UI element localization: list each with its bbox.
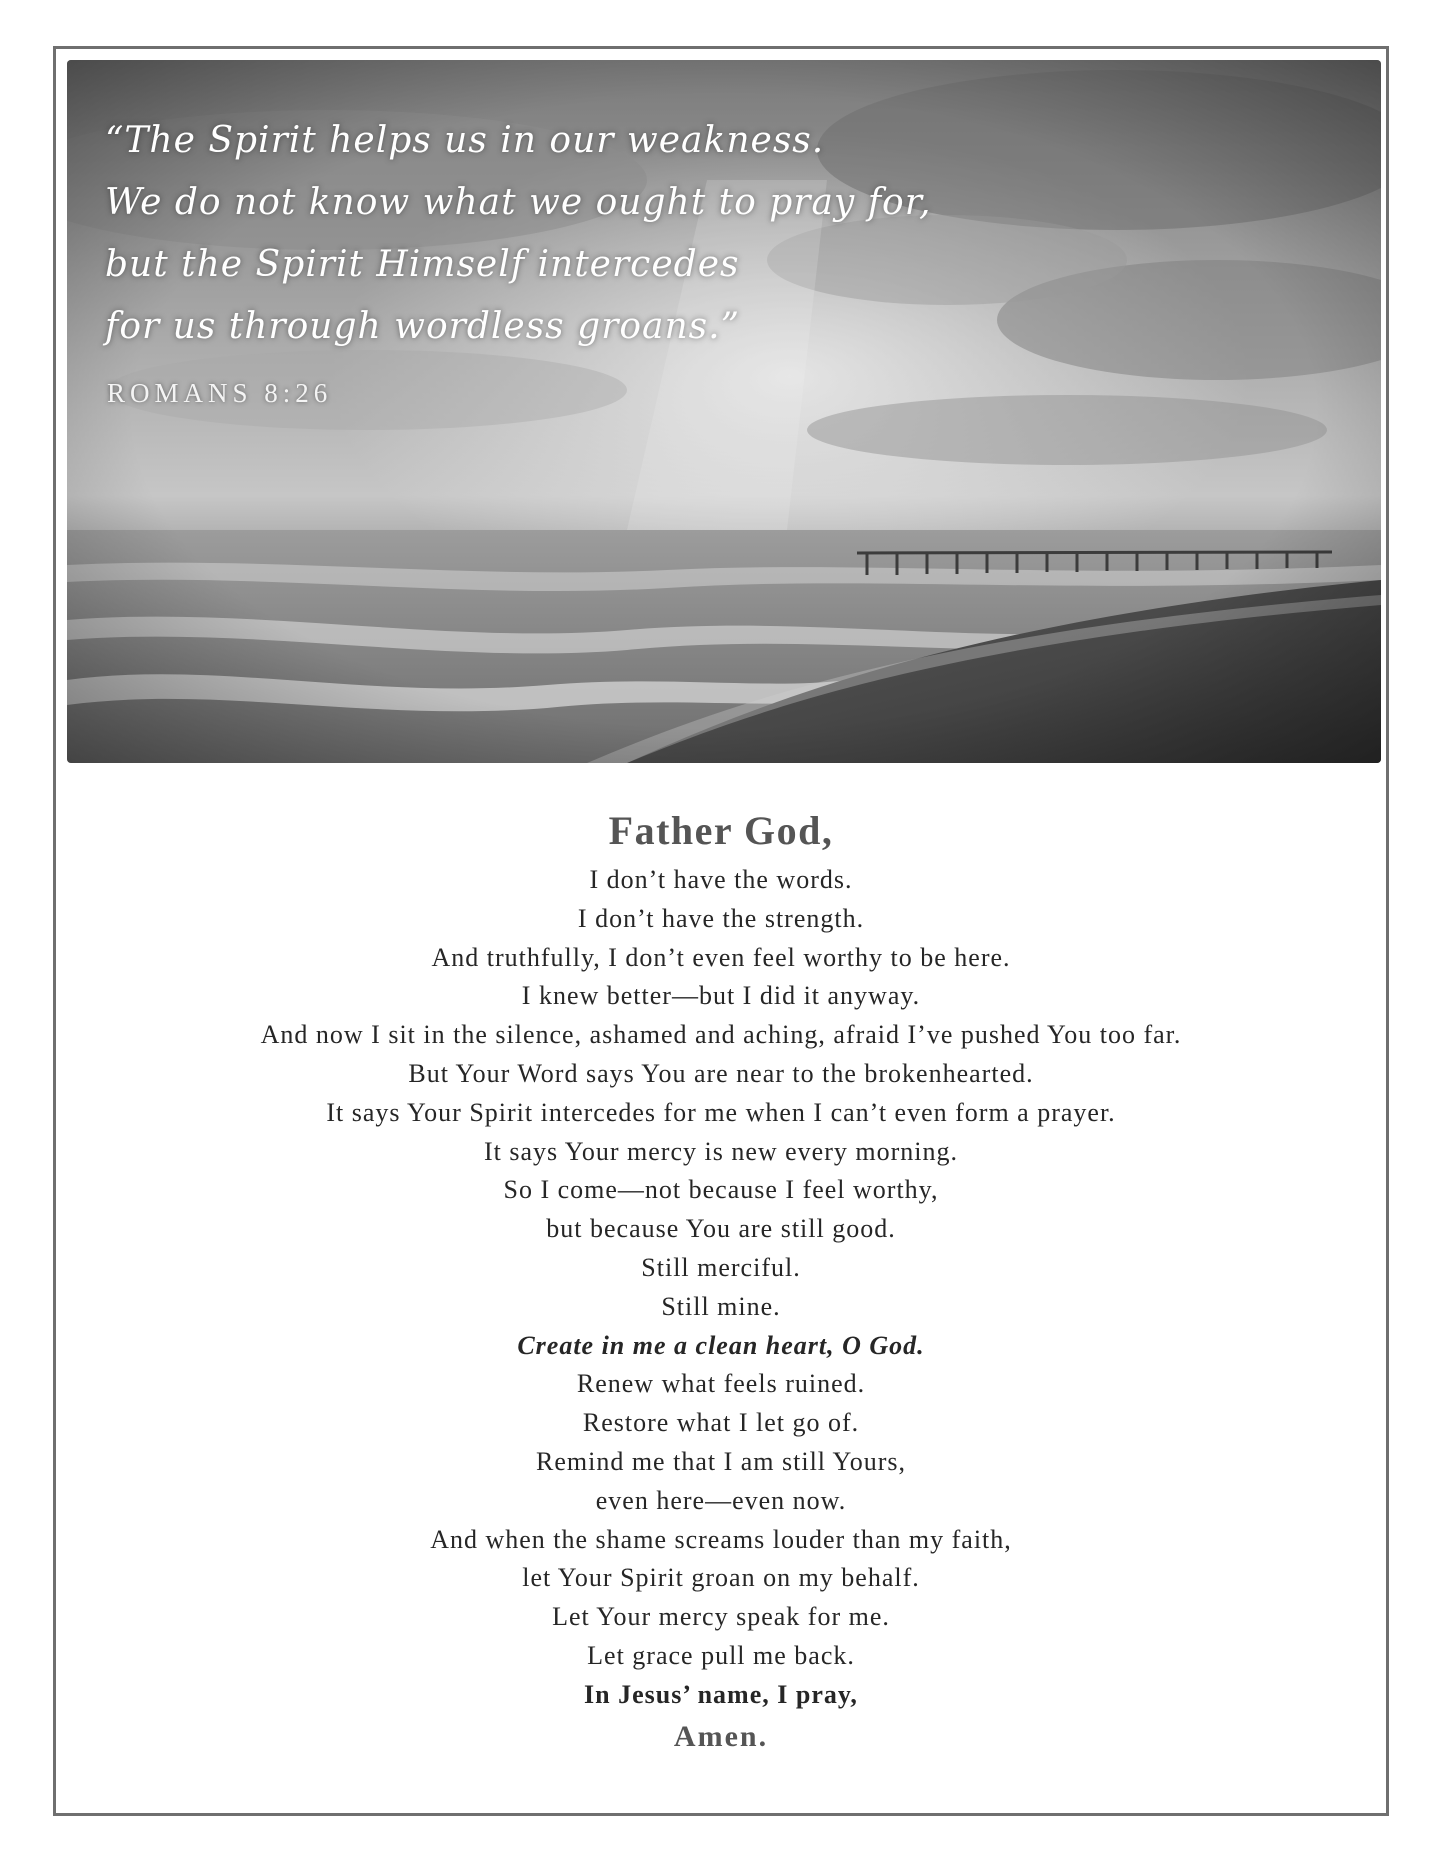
scripture-line: for us through wordless groans.” (105, 306, 740, 347)
prayer-text (56, 801, 1386, 1759)
prayer-line: Remind me that I am still Yours, (536, 1446, 906, 1476)
scripture-line: “The Spirit helps us in our weakness. (105, 120, 825, 161)
ocean-photo (67, 60, 1381, 763)
page-frame (53, 46, 1389, 1816)
prayer-line: Renew what feels ruined. (576, 1369, 866, 1399)
prayer-line: So I come—not because I feel worthy, (503, 1175, 939, 1205)
prayer-line: But Your Word says You are near to the brokenhearted. (408, 1058, 1034, 1088)
prayer-line: It says Your mercy is new every morning. (484, 1136, 958, 1166)
prayer-line: And when the shame screams louder than my faith, (430, 1524, 1012, 1554)
prayer-closing: In Jesus’ name, I pray, (584, 1679, 858, 1709)
prayer-line: Still mine. (661, 1291, 781, 1321)
prayer-line: even here—even now. (595, 1485, 847, 1515)
scripture-line: but the Spirit Himself intercedes (105, 244, 740, 285)
prayer-line: And truthfully, I don’t even feel worthy to be here. (431, 942, 1011, 972)
prayer-line: I knew better—but I did it anyway. (521, 981, 921, 1011)
prayer-line: I don’t have the strength. (577, 903, 865, 933)
scripture-reference: ROMANS 8:26 (107, 378, 333, 408)
prayer-line: Let grace pull me back. (587, 1640, 855, 1670)
prayer-line: I don’t have the words. (589, 865, 853, 894)
prayer-line: Let Your mercy speak for me. (552, 1602, 890, 1632)
prayer-line: Still merciful. (641, 1252, 801, 1282)
prayer-line: let Your Spirit groan on my behalf. (522, 1563, 920, 1593)
scripture-line: We do not know what we ought to pray for, (105, 182, 932, 223)
prayer-line: And now I sit in the silence, ashamed and aching, afraid I’ve pushed You too far. (260, 1020, 1182, 1050)
scripture-quote (105, 110, 1005, 358)
prayer-amen: Amen. (673, 1719, 769, 1753)
prayer-line: but because You are still good. (546, 1214, 896, 1244)
prayer-line: Restore what I let go of. (582, 1408, 860, 1438)
prayer-line-emphasis: Create in me a clean heart, O God. (517, 1330, 925, 1360)
prayer-title: Father God, (608, 808, 834, 853)
prayer-line: It says Your Spirit intercedes for me when I can’t even form a prayer. (326, 1097, 1116, 1127)
